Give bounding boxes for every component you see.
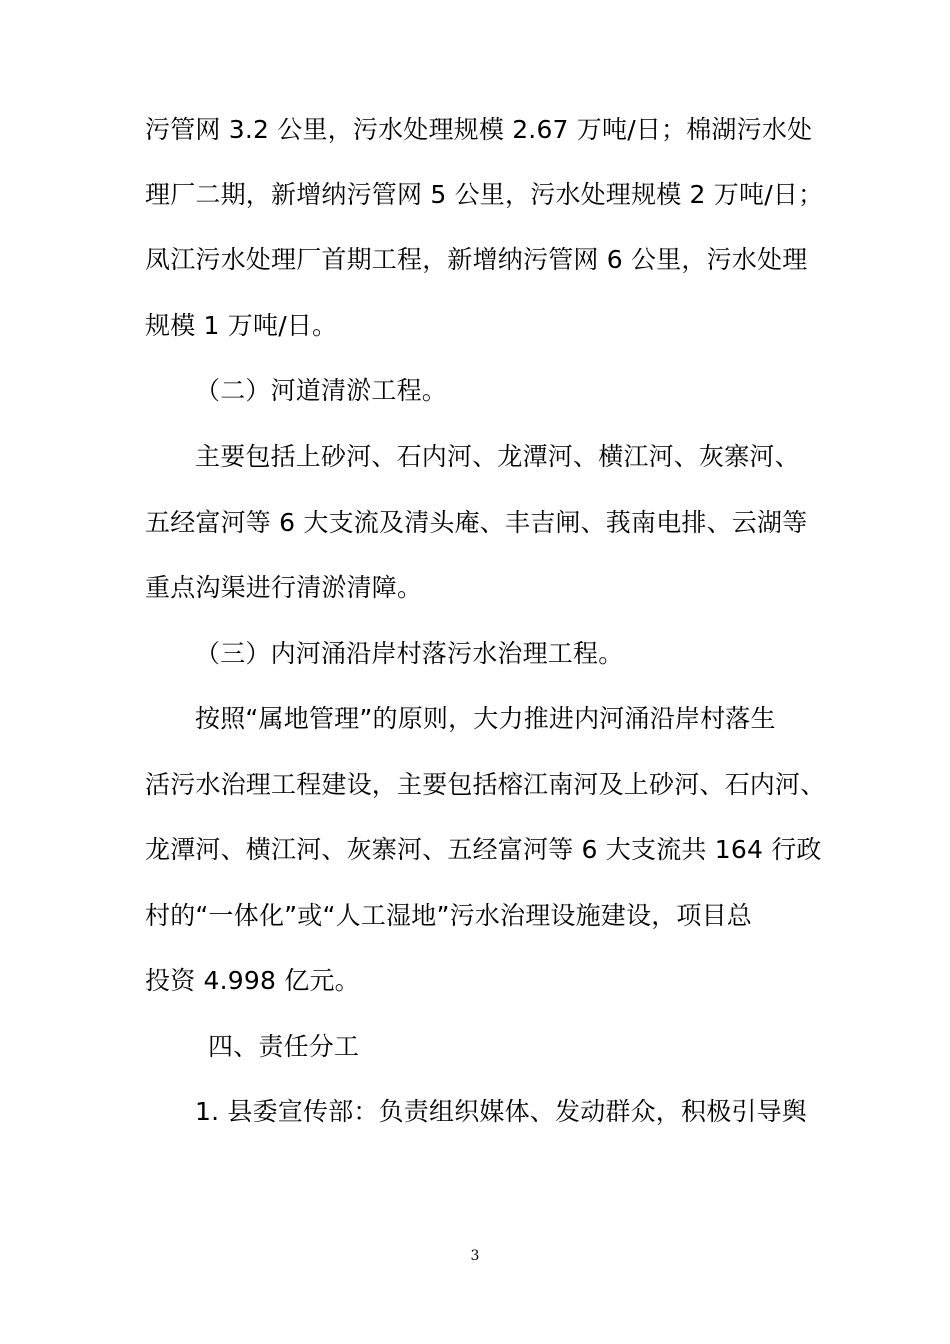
section-heading: （三）内河涌沿岸村落污水治理工程。 <box>195 639 624 668</box>
body-text-line: 理厂二期，新增纳污管网 5 公里，污水处理规模 2 万吨/日； <box>145 180 824 209</box>
section-heading: （二）河道清淤工程。 <box>195 376 448 405</box>
body-text-line: 活污水治理工程建设，主要包括榕江南河及上砂河、石内河、 <box>145 770 826 799</box>
body-text-line: 污管网 3.2 公里，污水处理规模 2.67 万吨/日；棉湖污水处 <box>145 115 813 144</box>
body-text-line: 1. 县委宣传部：负责组织媒体、发动群众，积极引导舆 <box>195 1097 808 1126</box>
body-text-line: 龙潭河、横江河、灰寨河、五经富河等 6 大支流共 164 行政 <box>145 835 822 864</box>
body-text-line: 重点沟渠进行清淤清障。 <box>145 573 423 602</box>
body-text-line: 投资 4.998 亿元。 <box>145 966 360 995</box>
body-text-line: 村的“一体化”或“人工湿地”污水治理设施建设，项目总 <box>145 901 753 930</box>
body-text-line: 规模 1 万吨/日。 <box>145 311 338 340</box>
body-text-line: 凤江污水处理厂首期工程，新增纳污管网 6 公里，污水处理 <box>145 245 808 274</box>
page-number: 3 <box>470 1248 480 1264</box>
body-text-line: 五经富河等 6 大支流及清头庵、丰吉闸、莪南电排、云湖等 <box>145 508 808 537</box>
body-text-line: 主要包括上砂河、石内河、龙潭河、横江河、灰寨河、 <box>195 442 800 471</box>
body-text-line: 按照“属地管理”的原则，大力推进内河涌沿岸村落生 <box>195 704 776 733</box>
section-heading: 四、责任分工 <box>208 1032 360 1061</box>
